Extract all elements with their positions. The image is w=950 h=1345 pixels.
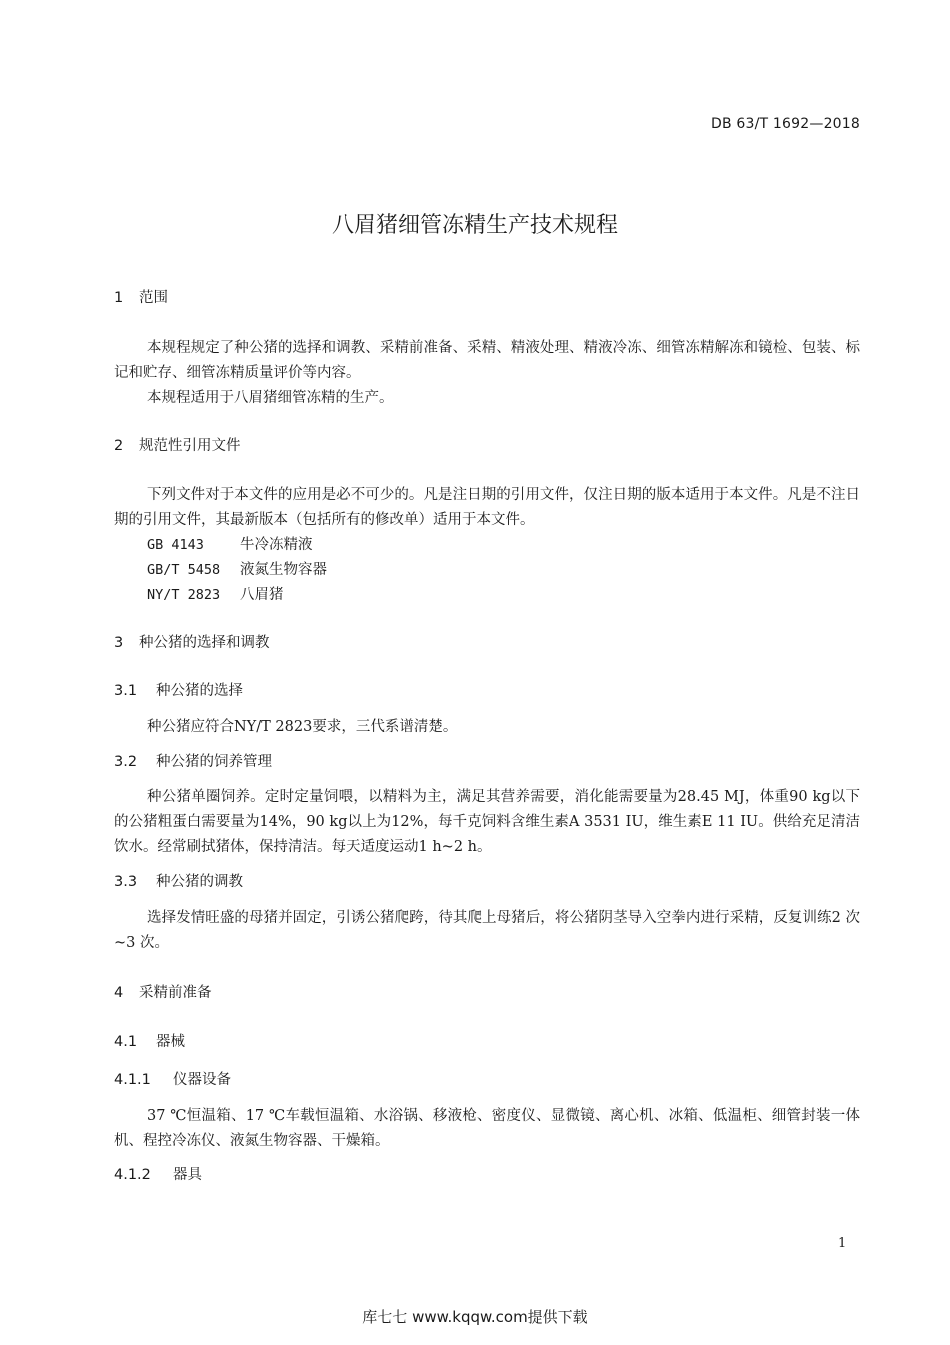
section-title: 器具 <box>173 1167 202 1183</box>
section-3-heading <box>114 631 860 655</box>
section-number: 4.1.1 <box>114 1072 151 1088</box>
reference-item <box>114 533 860 558</box>
paragraph: 下列文件对于本文件的应用是必不可少的。凡是注日期的引用文件，仅注日期的版本适用于本文件。凡是不注日期的引用文件，其最新版本（包括所有的修改单）适用于本文件。 <box>114 487 860 528</box>
paragraph: 种公猪单圈饲养。定时定量饲喂，以精料为主，满足其营养需要，消化能需要量为28.45 MJ，体重90 kg以下的公猪粗蛋白需要量为14%，90 kg以上为12%，每千克饲料含维生素A 3531 IU，维生素E 11 IU。供给充足清洁饮水。经常刷拭猪体，保持清洁。每天适度运动1 h~2 h。 <box>114 789 860 855</box>
paragraph: 本规程规定了种公猪的选择和调教、采精前准备、采精、精液处理、精液冷冻、细管冻精解冻和镜检、包装、标记和贮存、细管冻精质量评价等内容。 <box>114 340 860 381</box>
section-2-heading <box>114 434 860 458</box>
paragraph: 本规程适用于八眉猪细管冻精的生产。 <box>147 390 394 406</box>
document-body <box>114 286 860 1187</box>
section-1-heading <box>114 286 860 310</box>
subsection-4-1-heading <box>114 1030 860 1054</box>
subsection-3-1-heading <box>114 679 860 703</box>
section-title: 仪器设备 <box>173 1072 231 1088</box>
reference-name: 八眉猪 <box>240 587 284 603</box>
reference-code: NY/T 2823 <box>147 587 221 603</box>
reference-name: 牛冷冻精液 <box>240 537 313 553</box>
document-title: 八眉猪细管冻精生产技术规程 <box>331 213 618 238</box>
subsection-3-3-heading <box>114 870 860 894</box>
reference-code: GB 4143 <box>147 537 204 553</box>
reference-item <box>114 558 860 583</box>
section-title: 规范性引用文件 <box>139 438 241 454</box>
section-number: 4 <box>114 985 124 1001</box>
standard-code: DB 63/T 1692—2018 <box>710 116 860 132</box>
section-title: 种公猪的饲养管理 <box>156 754 272 770</box>
section-number: 4.1.2 <box>114 1167 151 1183</box>
subsection-4-1-2-heading <box>114 1163 860 1187</box>
page-number: 1 <box>838 1236 847 1251</box>
subsection-3-2-heading <box>114 750 860 774</box>
section-title: 采精前准备 <box>139 985 212 1001</box>
paragraph: 种公猪应符合NY/T 2823要求，三代系谱清楚。 <box>147 719 458 735</box>
section-number: 3.2 <box>114 754 138 770</box>
section-title: 种公猪的选择 <box>156 683 243 699</box>
section-4-heading <box>114 981 860 1005</box>
paragraph: 37 ℃恒温箱、17 ℃车载恒温箱、水浴锅、移液枪、密度仪、显微镜、离心机、冰箱、低温柜、细管封装一体机、程控冷冻仪、液氮生物容器、干燥箱。 <box>114 1108 860 1149</box>
section-number: 4.1 <box>114 1034 138 1050</box>
section-title: 种公猪的选择和调教 <box>139 635 270 651</box>
section-number: 3.3 <box>114 874 138 890</box>
section-title: 种公猪的调教 <box>156 874 243 890</box>
section-number: 2 <box>114 438 124 454</box>
section-number: 3 <box>114 635 124 651</box>
section-number: 3.1 <box>114 683 138 699</box>
footer-watermark: 库七七 www.kqqw.com提供下载 <box>362 1308 588 1326</box>
section-title: 范围 <box>139 290 168 306</box>
section-number: 1 <box>114 290 124 306</box>
reference-name: 液氮生物容器 <box>240 562 327 578</box>
paragraph: 选择发情旺盛的母猪并固定，引诱公猪爬跨，待其爬上母猪后，将公猪阴茎导入空拳内进行采精，反复训练2 次~3 次。 <box>114 910 860 951</box>
reference-code: GB/T 5458 <box>147 562 221 578</box>
subsection-4-1-1-heading <box>114 1068 860 1092</box>
reference-item <box>114 583 860 608</box>
section-title: 器械 <box>156 1034 185 1050</box>
